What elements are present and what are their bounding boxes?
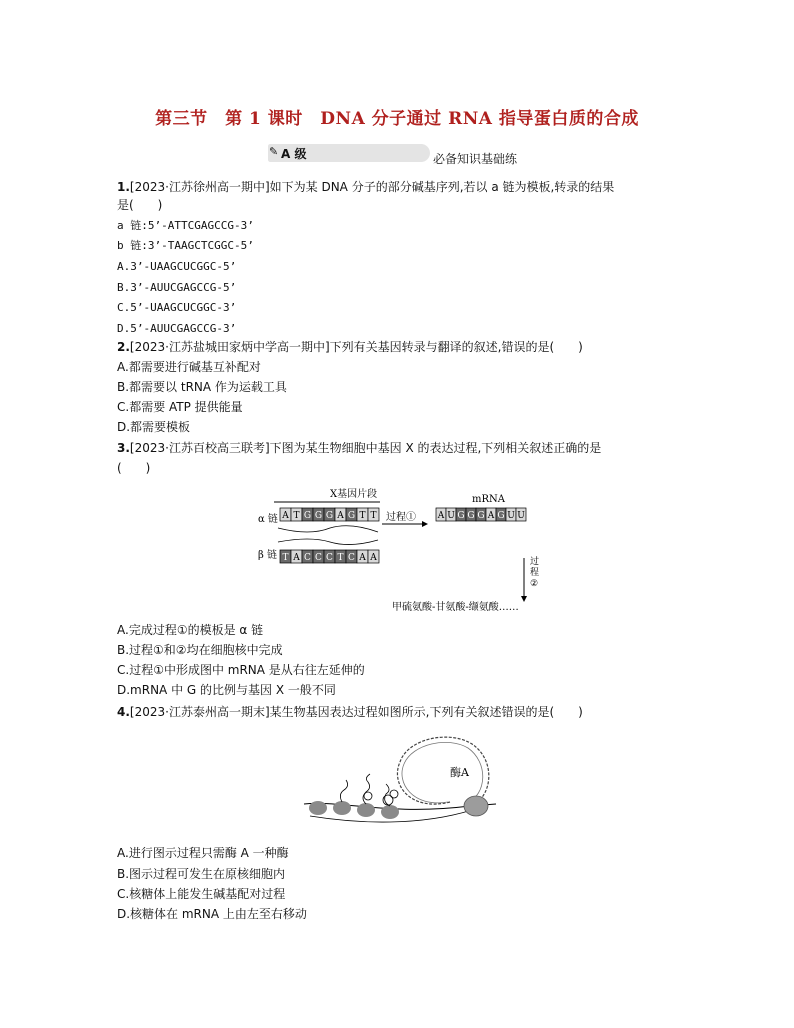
question-4-option-a: A.进行图示过程只需酶 A 一种酶 xyxy=(117,846,289,860)
question-1-stem: 1.[2023·江苏徐州高一期中]如下为某 DNA 分子的部分碱基序列,若以 a 链为模板,转录的结果 xyxy=(117,180,615,194)
page-title: 第三节 第 1 课时 DNA 分子通过 RNA 指导蛋白质的合成 xyxy=(155,109,639,129)
beta-base-letter: A xyxy=(293,553,300,563)
enzyme-a xyxy=(464,796,488,816)
question-1-chain-b: b 链:3’-TAAGCTCGGC-5’ xyxy=(117,239,254,252)
mrna-base-letter: U xyxy=(447,511,455,521)
beta-base-letter: C xyxy=(304,553,311,563)
alpha-base-letter: G xyxy=(303,511,312,521)
question-2-stem: 2.[2023·江苏盐城田家炳中学高一期中]下列有关基因转录与翻译的叙述,错误的是( ) xyxy=(117,340,583,354)
question-4-option-d: D.核糖体在 mRNA 上由左至右移动 xyxy=(117,907,307,921)
question-3-option-c: C.过程①中形成图中 mRNA 是从右往左延伸的 xyxy=(117,663,365,677)
mrna-base-letter: G xyxy=(477,511,485,521)
question-1-option-a: A.3’-UAAGCUCGGC-5’ xyxy=(117,260,237,273)
question-3-stem-cont: ( ) xyxy=(117,461,151,475)
beta-base-letter: A xyxy=(359,553,366,563)
question-2-option-a: A.都需要进行碱基互补配对 xyxy=(117,360,261,374)
mrna-label: mRNA xyxy=(472,494,505,505)
question-3-stem: 3.[2023·江苏百校高三联考]下图为某生物细胞中基因 X 的表达过程,下列相关叙述正确的是 xyxy=(117,441,602,455)
alpha-base-letter: T xyxy=(370,511,377,521)
question-3-option-d: D.mRNA 中 G 的比例与基因 X 一般不同 xyxy=(117,683,336,697)
process2-label: 过程 ② xyxy=(530,557,540,589)
question-4-stem: 4.[2023·江苏泰州高一期末]某生物基因表达过程如图所示,下列有关叙述错误的是( ) xyxy=(117,705,583,719)
question-2-option-b: B.都需要以 tRNA 作为运载工具 xyxy=(117,380,287,394)
mrna-base-letter: U xyxy=(507,511,515,521)
beta-base-letter: T xyxy=(282,553,289,563)
dna-loop-inner xyxy=(402,742,483,804)
question-3-option-a: A.完成过程①的模板是 α 链 xyxy=(117,623,264,637)
question-1-option-b: B.3’-AUUCGAGCCG-5’ xyxy=(117,281,237,294)
question-4-option-c: C.核糖体上能发生碱基配对过程 xyxy=(117,887,286,901)
beta-base-letter: C xyxy=(315,553,322,563)
figure-3-gene-expression xyxy=(250,484,550,616)
alpha-base-letter: A xyxy=(282,511,289,521)
ribosome-2 xyxy=(333,801,351,815)
beta-chain xyxy=(280,550,379,563)
enzyme-a-label: 酶A xyxy=(450,766,469,779)
alpha-base-letter: T xyxy=(359,511,366,521)
beta-chain-label: β 链 xyxy=(258,550,277,561)
beta-base-letter: C xyxy=(326,553,333,563)
question-2-option-d: D.都需要模板 xyxy=(117,420,191,434)
question-2-option-c: C.都需要 ATP 提供能量 xyxy=(117,400,243,414)
mrna-base-letter: G xyxy=(457,511,465,521)
question-1-stem-cont: 是( ) xyxy=(117,198,163,212)
beta-base-letter: A xyxy=(370,553,377,563)
mrna-strand xyxy=(436,508,526,521)
beta-base-letter: C xyxy=(348,553,355,563)
peptide-1 xyxy=(340,780,347,802)
alpha-base-letter: G xyxy=(347,511,356,521)
alpha-base-letter: G xyxy=(314,511,323,521)
mrna-base-letter: A xyxy=(487,511,495,521)
alpha-base-letter: T xyxy=(293,511,300,521)
mrna-base-letter: U xyxy=(517,511,525,521)
ribosome-1 xyxy=(309,801,327,815)
mrna-base-letter: A xyxy=(437,511,445,521)
question-4-option-b: B.图示过程可发生在原核细胞内 xyxy=(117,867,286,881)
alpha-base-letter: G xyxy=(325,511,334,521)
beta-base-letter: T xyxy=(337,553,344,563)
mrna-base-letter: G xyxy=(467,511,475,521)
level-label: A 级 xyxy=(281,147,307,161)
question-1-chain-a: a 链:5’-ATTCGAGCCG-3’ xyxy=(117,219,254,232)
pen-icon: ✎ xyxy=(269,145,279,158)
gene-segment-label: X基因片段 xyxy=(330,489,378,500)
question-1-option-d: D.5’-AUUCGAGCCG-3’ xyxy=(117,322,237,335)
alpha-base-letter: A xyxy=(337,511,344,521)
alpha-chain xyxy=(280,508,379,521)
level-caption: 必备知识基础练 xyxy=(433,152,518,166)
mrna-base-letter: G xyxy=(497,511,505,521)
alpha-chain-label: α 链 xyxy=(258,514,278,525)
figure-4-transcription-translation xyxy=(300,724,500,840)
ribosome-4 xyxy=(381,805,399,819)
amino-acid-product: 甲硫氨酸-甘氨酸-缬氨酸…… xyxy=(392,602,519,613)
ribosome-3 xyxy=(357,803,375,817)
process1-label: 过程① xyxy=(386,512,416,523)
question-3-option-b: B.过程①和②均在细胞核中完成 xyxy=(117,643,283,657)
question-1-option-c: C.5’-UAAGCUCGGC-3’ xyxy=(117,301,237,314)
